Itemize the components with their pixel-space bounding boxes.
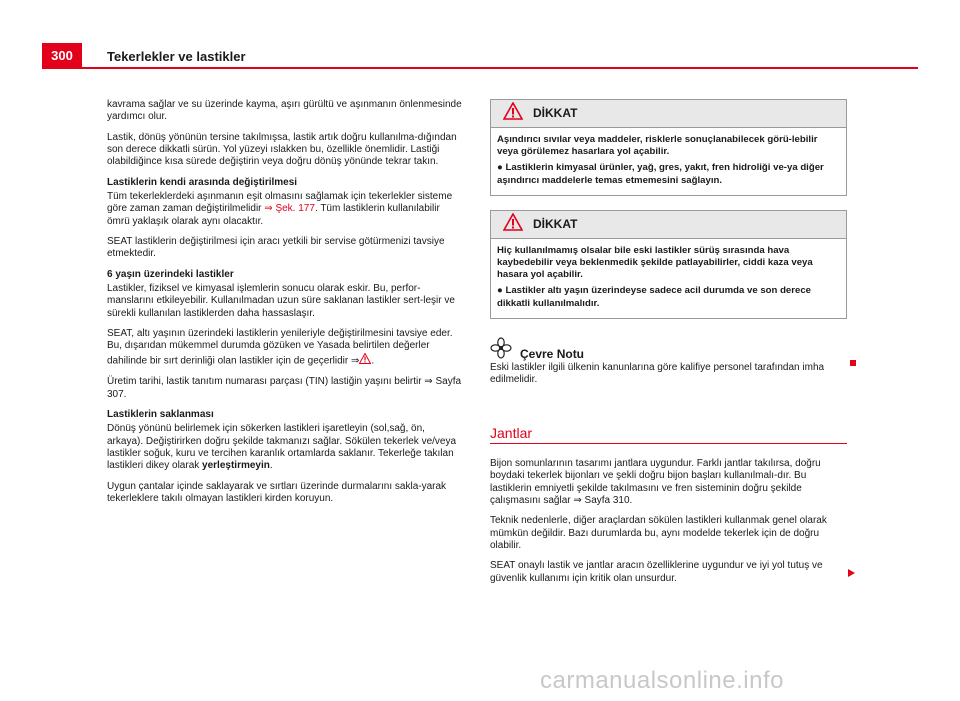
- paragraph: kavrama sağlar ve su üzerinde kayma, aşırı gürültü ve aşınmanın önlenmesinde yardımcı olur.: [107, 99, 462, 123]
- paragraph: [107, 328, 463, 368]
- section-heading: Jantlar: [490, 427, 847, 444]
- warning-header: [491, 100, 846, 128]
- paragraph: Lastik, dönüş yönünün tersine takılmışsa, lastik artık doğru kullanılma-dığından son derece dikkatli sürün. Yol yüzeyi ıslakken bu, özellikle önemlidir. Lastiği olabildiğince kısa sürede değiştirin veya doğru dönüş yönünde tekrar takın.: [107, 131, 457, 168]
- subheading: Lastiklerin saklanması: [107, 408, 214, 420]
- continue-arrow-icon: [848, 569, 855, 577]
- environment-note-text: Eski lastikler ilgili ülkenin kanunlarına göre kalifiye personel tarafından imha edilmelidir.: [490, 361, 825, 386]
- paragraph: Üretim tarihi, lastik tanıtım numarası parçası (TIN) lastiğin yaşını belirtir ⇒ Sayfa 307.: [107, 376, 462, 400]
- paragraph: Teknik nedenlerle, diğer araçlardan sökülen lastikleri kullanmak genel olarak mümkün değildir. Bazı durumlarda bu, aynı modelde tekerlek için de doğru olabilir.: [490, 515, 827, 552]
- environment-note-header: [490, 338, 847, 362]
- warning-bullet: ● Lastikler altı yaşın üzerindeyse sadece acil durumda ve son derece dikkatli kullanılmalıdır.: [497, 285, 812, 309]
- page-number: 300: [42, 43, 82, 68]
- figure-link[interactable]: ⇒ Şek. 177: [264, 203, 315, 215]
- warning-text: Hiç kullanılmamış olsalar bile eski lastikler sürüş sırasında hava kaybedebilir veya beklenmedik şekilde patlayabilirler, ciddi kaza veya hasara yol açabilir.: [497, 244, 813, 281]
- warning-box: [490, 99, 847, 196]
- environment-flower-icon: [490, 337, 512, 363]
- header-rule: [42, 67, 918, 69]
- warning-title: DİKKAT: [533, 217, 578, 232]
- page-title: Tekerlekler ve lastikler: [107, 49, 246, 64]
- text: . Tüm lastiklerin kullanılabilir ömrü yaklaşık olarak aynı olacaktır.: [107, 203, 440, 227]
- end-square-icon: [850, 360, 856, 366]
- text: Tüm tekerleklerdeki aşınmanın eşit olmasını sağlamak için tekerlekler sisteme göre zaman zaman değiştirilmelidir: [107, 191, 453, 215]
- text: .: [371, 355, 375, 367]
- text: SEAT, altı yaşının üzerindeki lastiklerin yenileriyle değiştirilmesini tavsiye eder. Bu, dışarıdan mükemmel durumda gözüken ve Yasada belirtilen değerler dahilinde bir sırt derinliği olan lastikler için de geçerlidir ⇒: [107, 328, 453, 367]
- warning-triangle-icon: [503, 213, 523, 235]
- warning-triangle-icon: [503, 102, 523, 124]
- watermark: carmanualsonline.info: [540, 667, 784, 694]
- right-column: [490, 99, 847, 593]
- paragraph: [107, 423, 463, 473]
- warning-body: [491, 239, 846, 318]
- text: Dönüş yönünü belirlemek için sökerken lastikleri işaretleyin (sol,sağ, ön, arkaya). Değiştirirken doğru şekilde takmanızı sağlar. Sökülen tekerlek ve/veya lastikler soğuk, kuru ve tercihen karanlık ortamlarda saklanır. Tekerleğe takılan lastikleri dikey olarak: [107, 423, 457, 472]
- left-column: [107, 99, 463, 513]
- warning-text: Aşındırıcı sıvılar veya maddeler, risklerle sonuçlanabilecek görü-lebilir veya görülemez hasarlara yol açabilir.: [497, 134, 818, 158]
- warning-box: [490, 210, 847, 319]
- paragraph: Bijon somunlarının tasarımı jantlara uygundur. Farklı jantlar takılırsa, doğru boydaki tekerlek bijonları ve şekli doğru bijon başları kullanılmalı-dır. Bu lastiklerin emniyetli şekilde takılmasını ve fren sisteminin doğru şekilde çalışmasını sağlar ⇒ Sayfa 310.: [490, 458, 821, 507]
- warning-header: [491, 211, 846, 239]
- warning-triangle-icon[interactable]: [359, 353, 371, 368]
- warning-title: DİKKAT: [533, 106, 578, 121]
- emphasis: yerleştirmeyin: [202, 460, 270, 472]
- paragraph: Lastikler, fiziksel ve kimyasal işlemlerin sonucu olarak eskir. Bu, perfor-manslarını etkileyebilir. Kullanılmadan uzun süre saklanan lastikler sert-leşir ve sürekli kullanılan lastiklerden daha hassaslaşır.: [107, 283, 455, 319]
- paragraph: SEAT onaylı lastik ve jantlar aracın özelliklerine uygundur ve iyi yol tutuş ve güvenlik kullanımı için kritik olan unsurdur.: [490, 560, 823, 584]
- paragraph: Uygun çantalar içinde saklayarak ve sırtları üzerinde durmalarını sakla-yarak tekerleklere takılı olmayan lastikleri kirden koruyun.: [107, 480, 447, 504]
- warning-bullet: ● Lastiklerin kimyasal ürünler, yağ, gres, yakıt, fren hidroliği ve-ya diğer aşındırıcı maddelerle temas etmemesini sağlayın.: [497, 162, 824, 186]
- paragraph: [107, 191, 463, 228]
- subheading: 6 yaşın üzerindeki lastikler: [107, 268, 234, 280]
- environment-note-title: Çevre Notu: [520, 346, 585, 361]
- subheading: Lastiklerin kendi arasında değiştirilmesi: [107, 176, 298, 188]
- warning-body: [491, 128, 846, 195]
- paragraph: SEAT lastiklerin değiştirilmesi için aracı yetkili bir servise götürmenizi tavsiye etmektedir.: [107, 236, 445, 260]
- text: .: [269, 460, 273, 472]
